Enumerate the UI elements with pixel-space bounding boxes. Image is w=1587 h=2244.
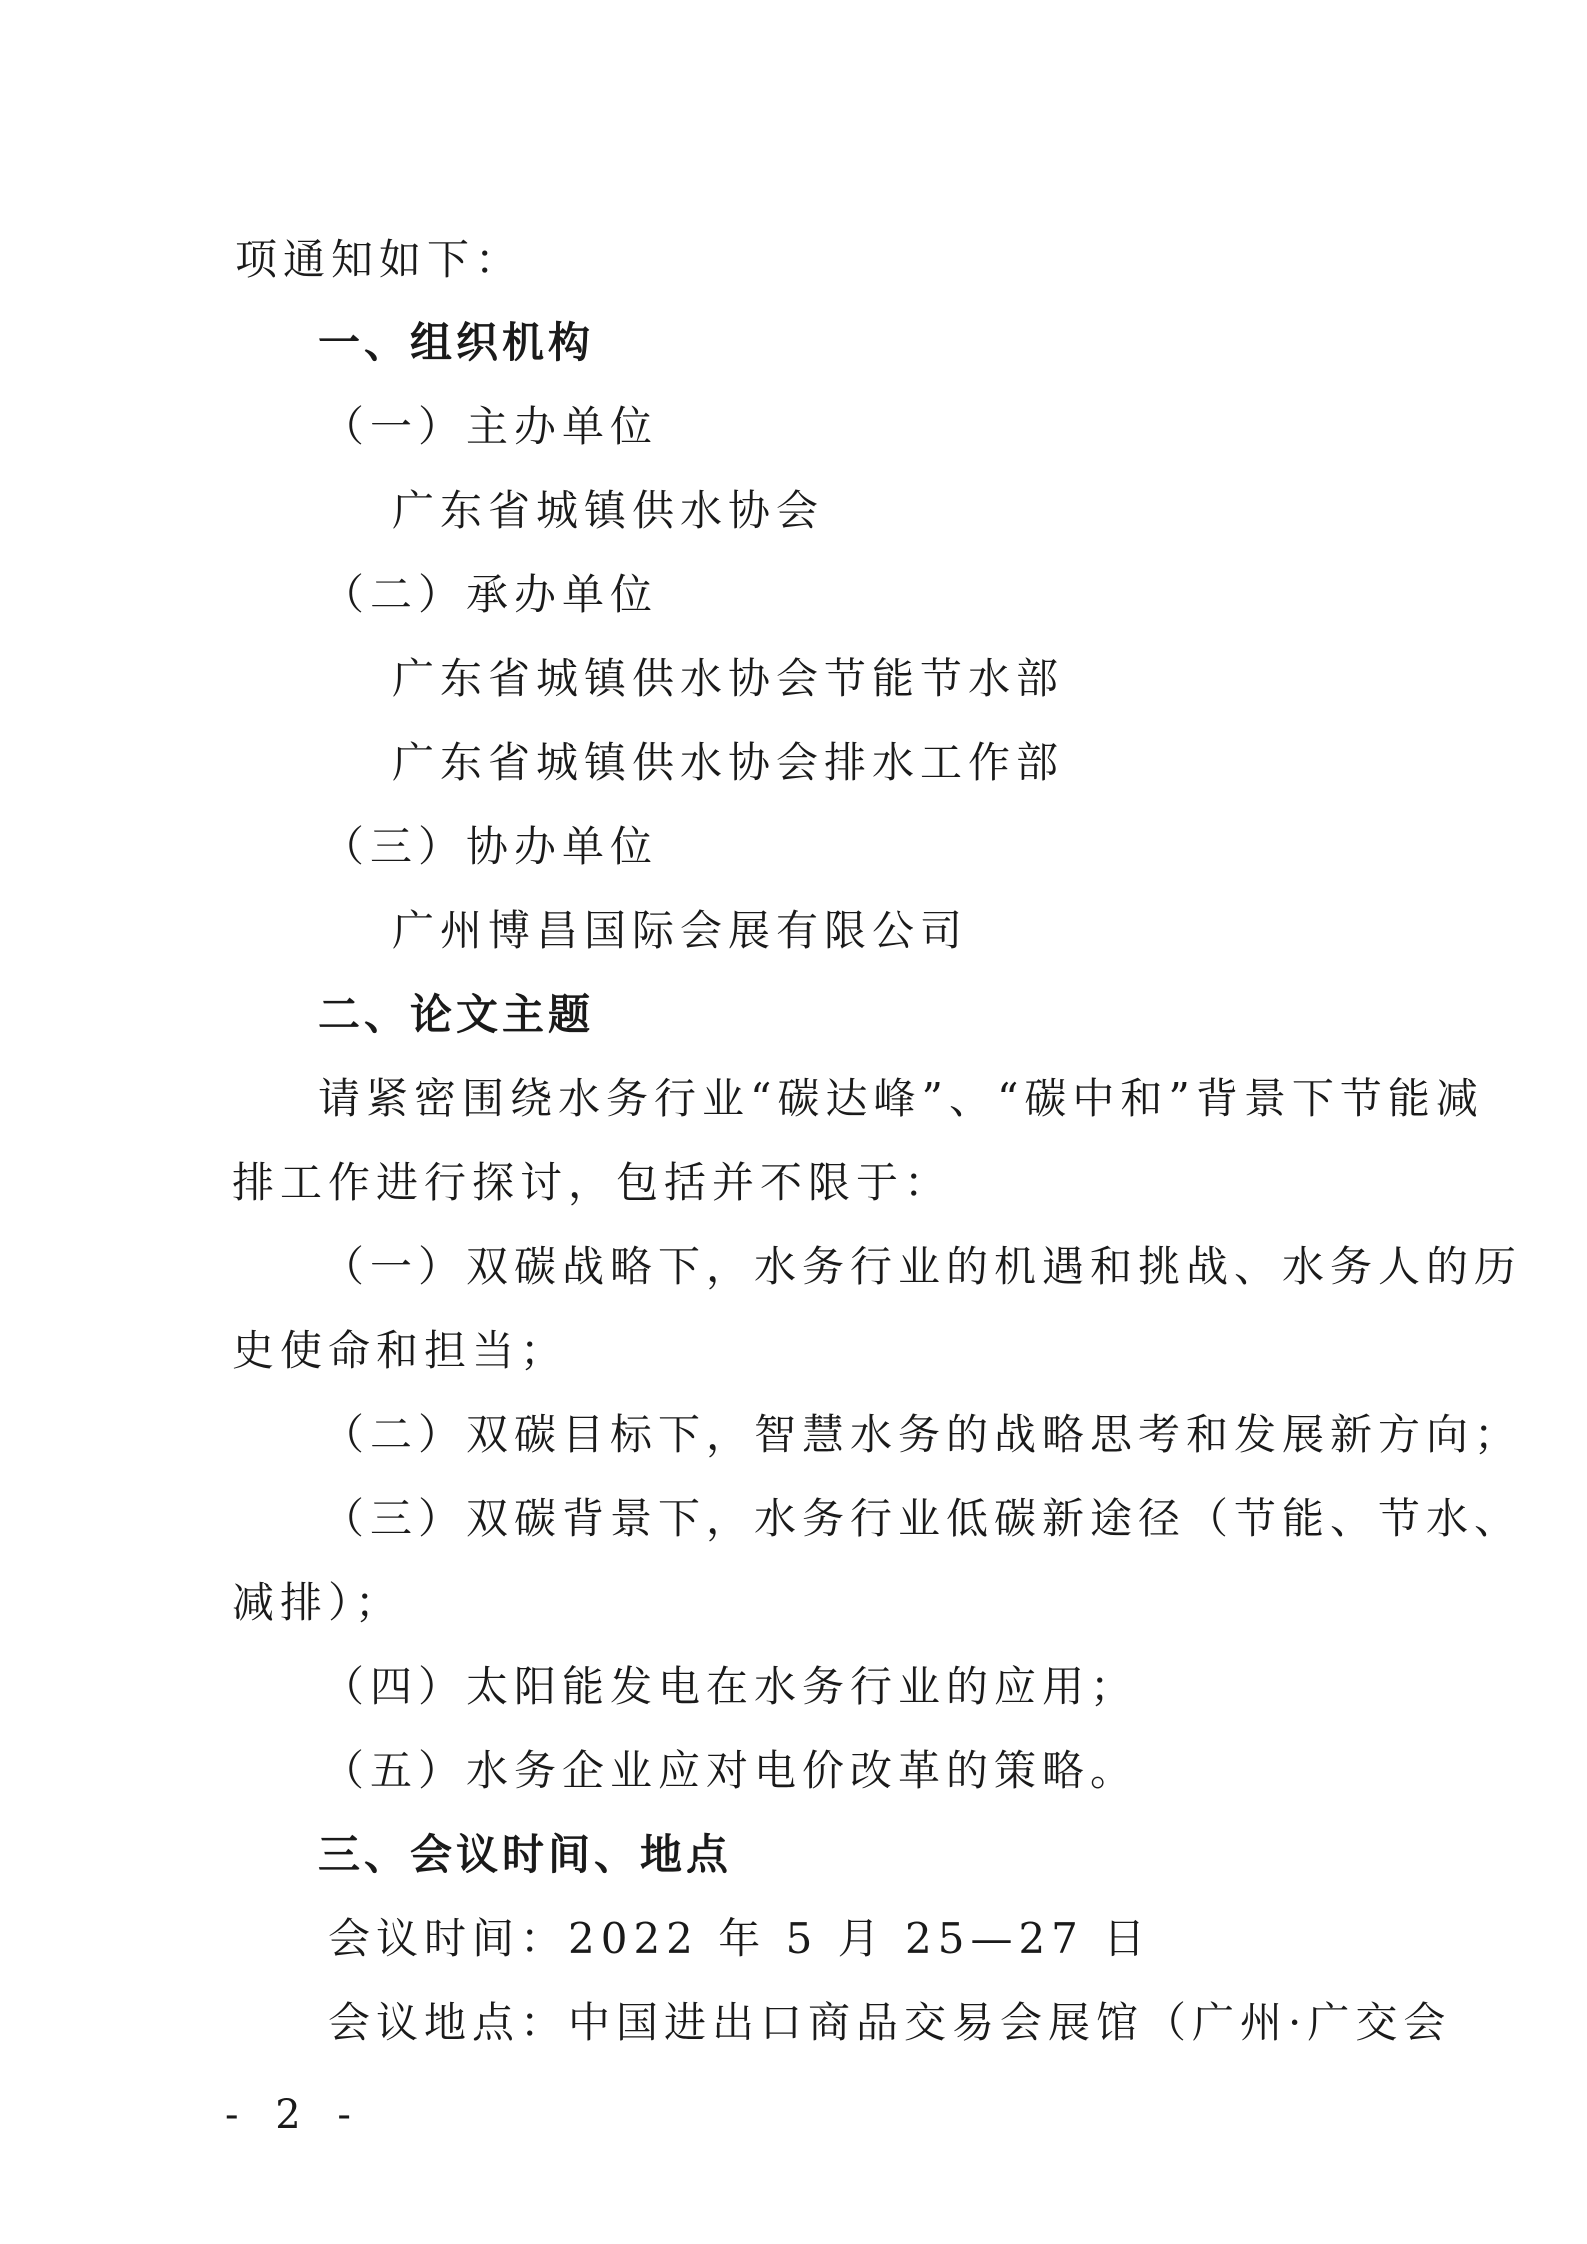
org-name: 广东省城镇供水协会排水工作部 <box>392 738 1065 787</box>
topic-item-continued: 史使命和担当； <box>232 1326 569 1375</box>
section-heading-topics: 二、论文主题 <box>318 990 595 1039</box>
topic-item-continued: 减排）； <box>232 1578 404 1627</box>
body-text-intro: 项通知如下： <box>235 235 524 284</box>
subheading-organizer: （二）承办单位 <box>322 570 659 619</box>
topic-item: （一）双碳战略下，水务行业的机遇和挑战、水务人的历 <box>322 1242 1523 1291</box>
section-heading-organization: 一、组织机构 <box>318 318 595 367</box>
subheading-host: （一）主办单位 <box>322 402 659 451</box>
topic-item: （二）双碳目标下，智慧水务的战略思考和发展新方向； <box>322 1410 1523 1459</box>
section-heading-time-place: 三、会议时间、地点 <box>318 1830 733 1879</box>
org-name: 广东省城镇供水协会节能节水部 <box>392 654 1065 703</box>
body-text: 请紧密围绕水务行业“碳达峰”、“碳中和”背景下节能减 <box>318 1074 1484 1123</box>
body-text: 排工作进行探讨，包括并不限于： <box>232 1158 953 1207</box>
meeting-time: 会议时间：2022 年 5 月 25—27 日 <box>328 1914 1152 1963</box>
topic-item: （三）双碳背景下，水务行业低碳新途径（节能、节水、 <box>322 1494 1523 1543</box>
subheading-co-organizer: （三）协办单位 <box>322 822 659 871</box>
org-name: 广东省城镇供水协会 <box>392 486 825 535</box>
topic-item: （四）太阳能发电在水务行业的应用； <box>322 1662 1139 1711</box>
page-number: - 2 - <box>225 2092 363 2138</box>
topic-item: （五）水务企业应对电价改革的策略。 <box>322 1746 1139 1795</box>
org-name: 广州博昌国际会展有限公司 <box>392 906 969 955</box>
meeting-venue: 会议地点：中国进出口商品交易会展馆（广州·广交会 <box>328 1998 1452 2047</box>
